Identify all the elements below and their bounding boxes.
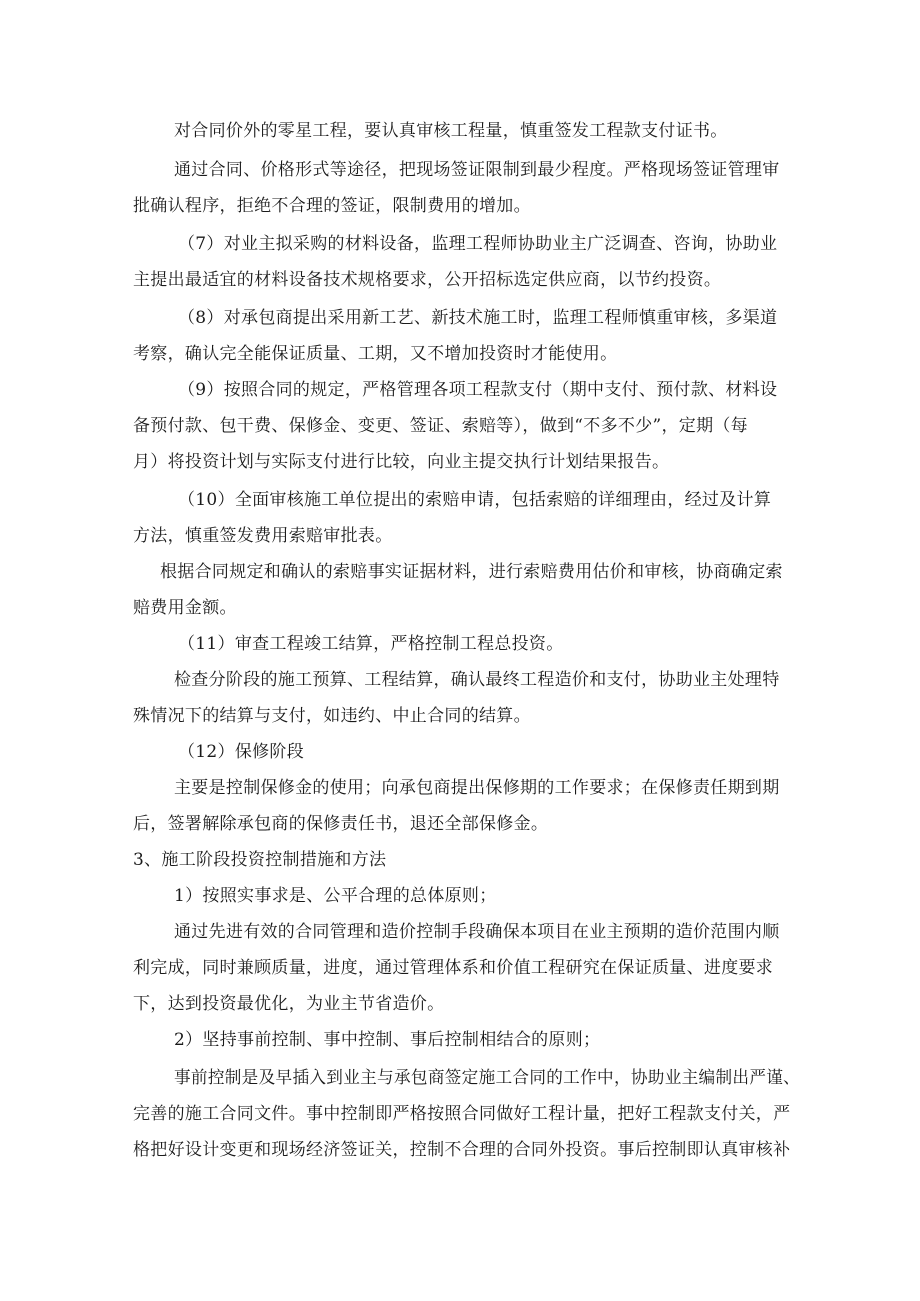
text-line: 后，签署解除承包商的保修责任书，退还全部保修金。 (133, 814, 549, 834)
text-line: （10）全面审核施工单位提出的索赔申请，包括索赔的详细理由，经过及计算 (178, 490, 772, 510)
text-line: 通过先进有效的合同管理和造价控制手段确保本项目在业主预期的造价范围内顺 (174, 922, 780, 942)
text-line: （12）保修阶段 (178, 742, 305, 762)
text-line: （9）按照合同的规定，严格管理各项工程款支付（期中支付、预付款、材料设 (178, 380, 778, 400)
text-line: 1）按照实事求是、公平合理的总体原则； (174, 886, 497, 906)
text-line: 批确认程序，拒绝不合理的签证，限制费用的增加。 (133, 196, 531, 216)
text-line: （11）审查工程竣工结算，严格控制工程总投资。 (178, 634, 564, 654)
text-line: 事前控制是及早插入到业主与承包商签定施工合同的工作中，协助业主编制出严谨、 (174, 1068, 801, 1088)
text-line: 备预付款、包干费、保修金、变更、签证、索赔等），做到“不多不少”，定期（每 (133, 416, 748, 436)
text-line: 检查分阶段的施工预算、工程结算，确认最终工程造价和支付，协助业主处理特 (174, 670, 780, 690)
text-line: 2）坚持事前控制、事中控制、事后控制相结合的原则； (174, 1030, 601, 1050)
text-line: （7）对业主拟采购的材料设备，监理工程师协助业主广泛调查、咨询，协助业 (178, 234, 778, 254)
text-line: 殊情况下的结算与支付，如违约、中止合同的结算。 (133, 706, 531, 726)
text-line: 方法，慎重签发费用索赔审批表。 (133, 526, 393, 546)
text-line: （8）对承包商提出采用新工艺、新技术施工时，监理工程师慎重审核，多渠道 (178, 308, 778, 328)
text-line: 利完成，同时兼顾质量，进度，通过管理体系和价值工程研究在保证质量、进度要求 (133, 958, 774, 978)
text-line: 通过合同、价格形式等途径，把现场签证限制到最少程度。严格现场签证管理审 (174, 160, 780, 180)
text-line: 下，达到投资最优化，为业主节省造价。 (133, 994, 445, 1014)
text-line: 考察，确认完全能保证质量、工期，又不增加投资时才能使用。 (133, 344, 618, 364)
section-heading: 3、施工阶段投资控制措施和方法 (133, 850, 387, 870)
text-line: 赔费用金额。 (133, 598, 237, 618)
text-line: 主要是控制保修金的使用；向承包商提出保修期的工作要求；在保修责任期到期 (174, 778, 780, 798)
text-line: 月）将投资计划与实际支付进行比较，向业主提交执行计划结果报告。 (133, 452, 670, 472)
text-line: 根据合同规定和确认的索赔事实证据材料，进行索赔费用估价和审核，协商确定索 (160, 562, 783, 582)
text-line: 完善的施工合同文件。事中控制即严格按照合同做好工程计量，把好工程款支付关，严 (133, 1104, 791, 1124)
text-line: 主提出最适宜的材料设备技术规格要求，公开招标选定供应商，以节约投资。 (133, 270, 722, 290)
text-line: 格把好设计变更和现场经济签证关，控制不合理的合同外投资。事后控制即认真审核补 (133, 1140, 791, 1160)
text-line: 对合同价外的零星工程，要认真审核工程量，慎重签发工程款支付证书。 (174, 121, 728, 141)
